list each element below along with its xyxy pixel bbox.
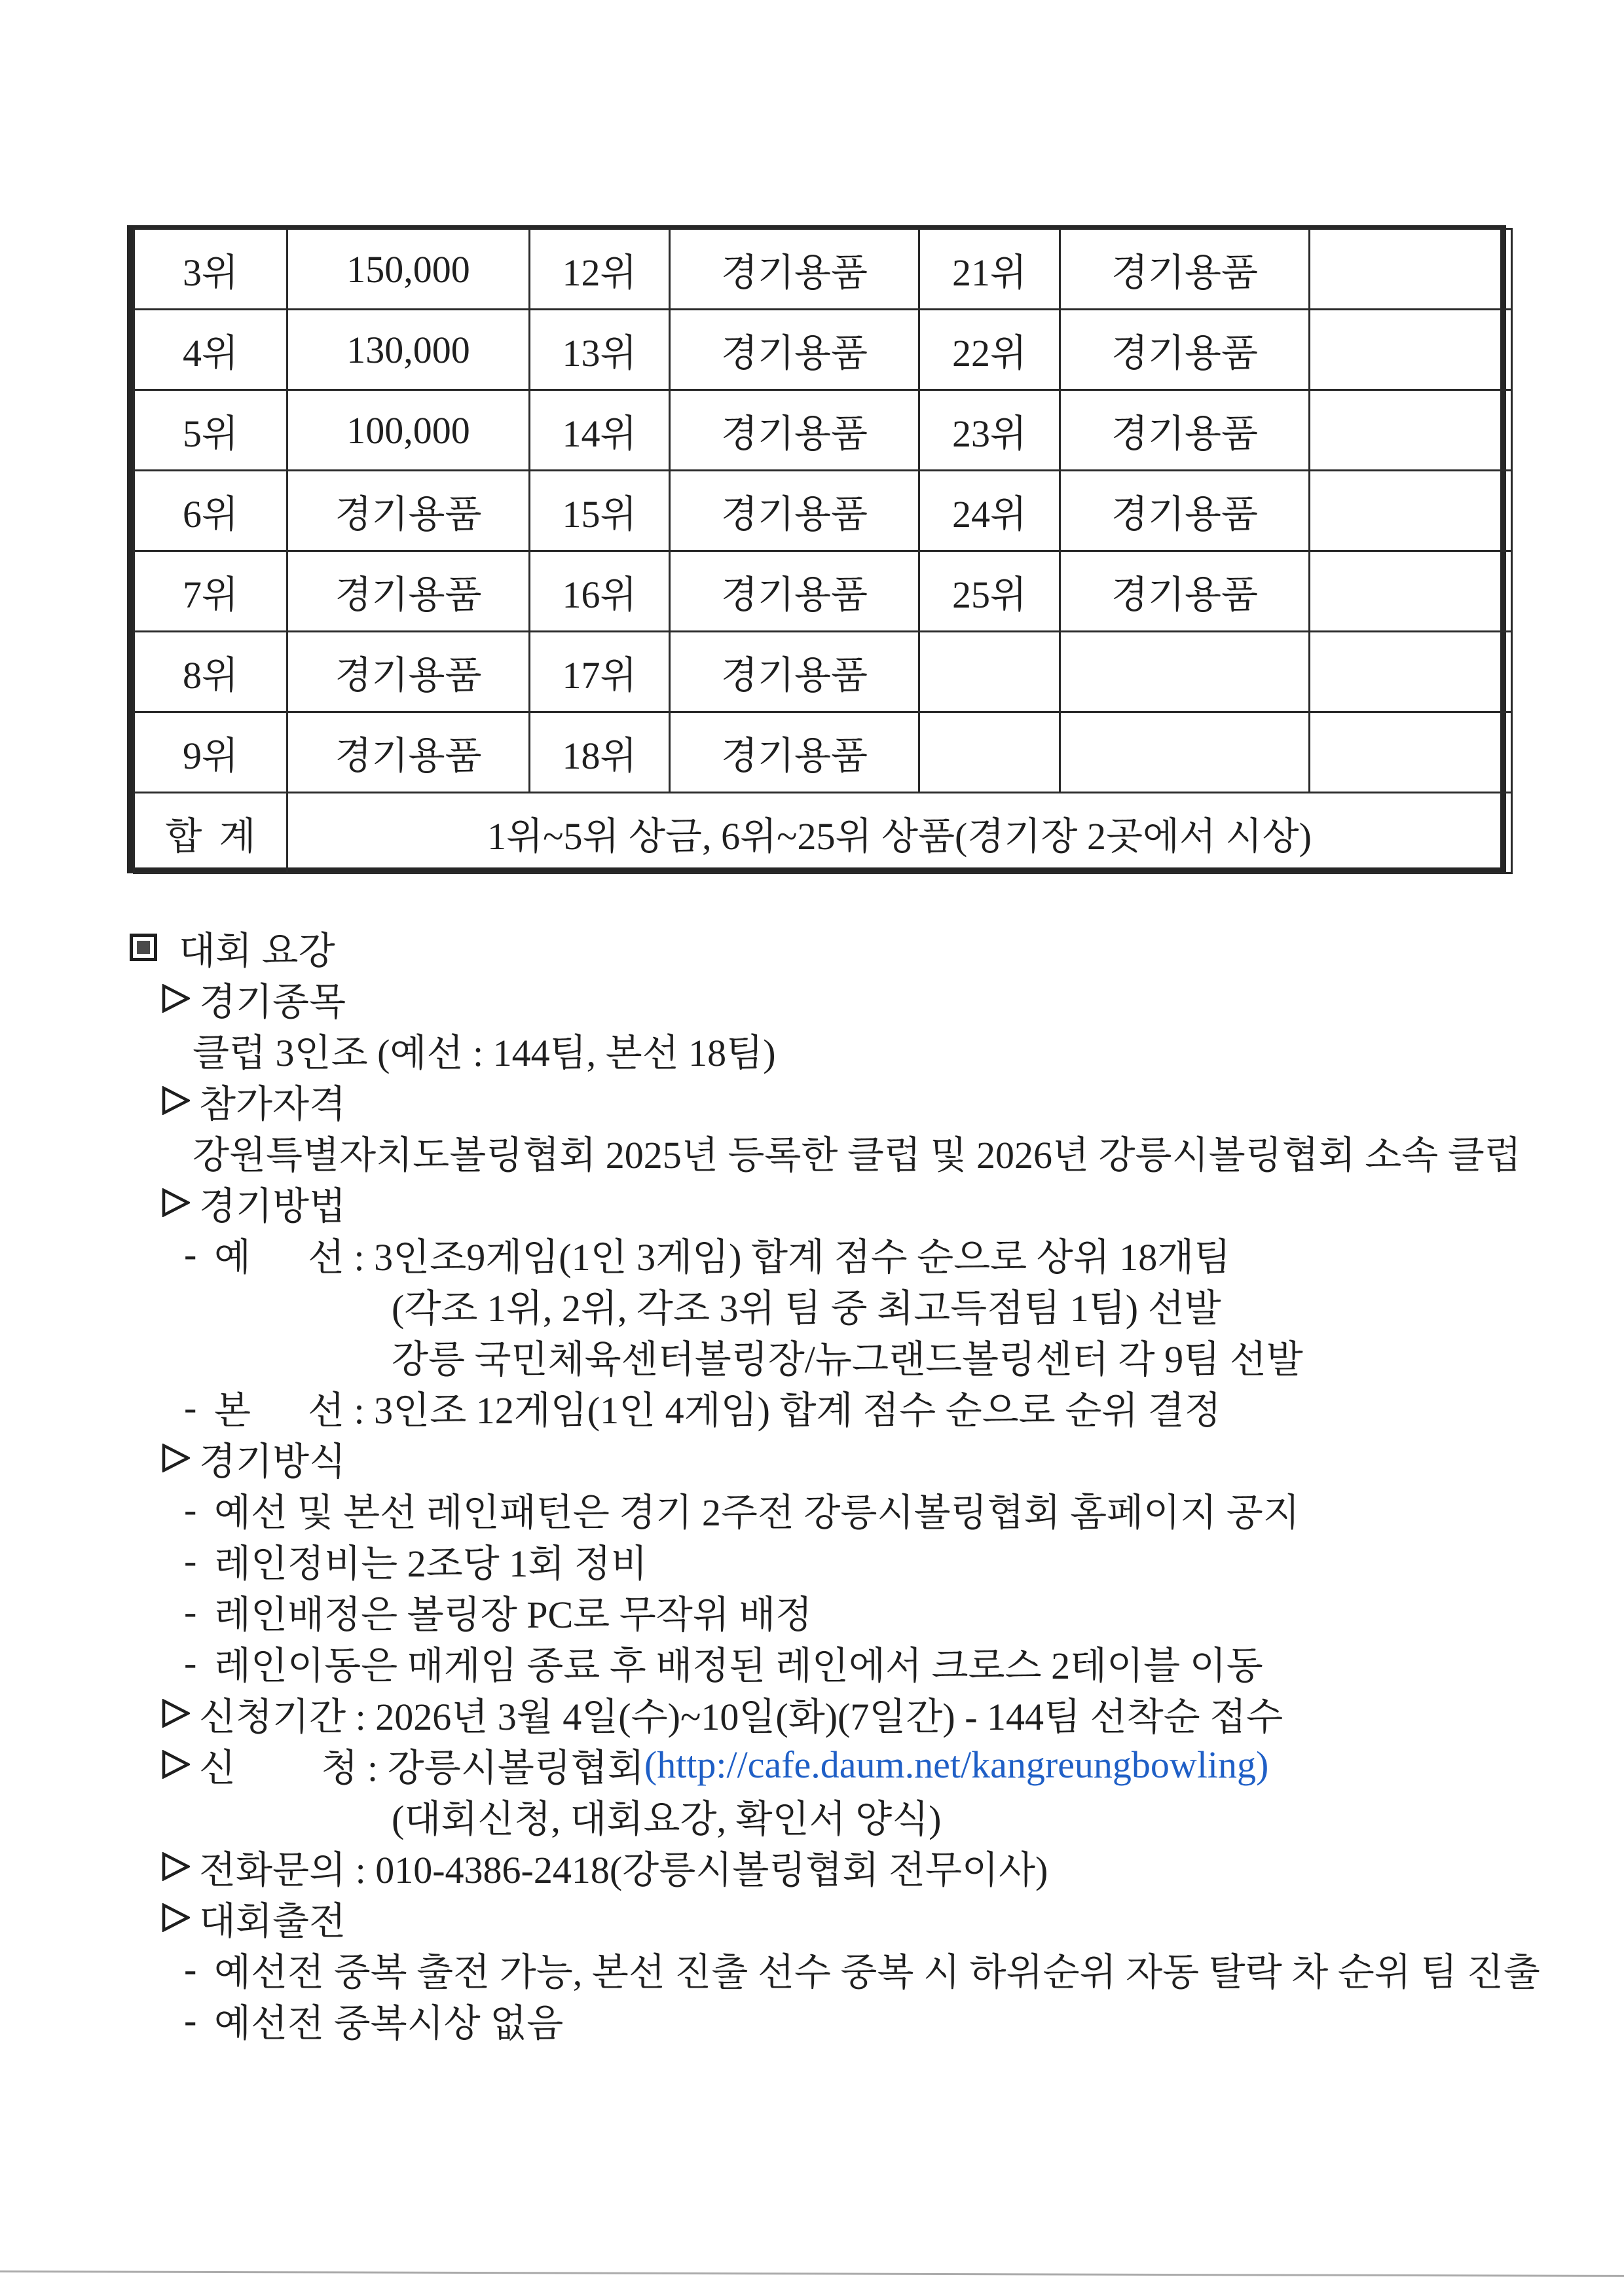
item-event-type [0,973,1624,1024]
prize-cell: 경기용품 [670,310,919,390]
detail-text: 레인정비는 2조당 1회 정비 [214,1542,648,1585]
section-title: 대회 요강 [179,930,335,972]
prize-cell: 경기용품 [670,551,919,632]
preliminary-venues-note [0,1330,1624,1381]
table-row [134,632,1512,712]
triangle-bullet-icon [161,1699,190,1728]
item-application-period [0,1688,1624,1739]
detail-text: 본 선 : 3인조 12게임(1인 4게임) 합계 점수 순으로 순위 결정 [214,1389,1221,1432]
prize-table-wrapper [127,225,1506,873]
prize-cell: 경기용품 [1060,471,1310,551]
detail-text: 강릉 국민체육센터볼링장/뉴그랜드볼링센터 각 9팀 선발 [392,1338,1303,1381]
rank-cell: 15위 [530,471,670,551]
dash-bullet: - [184,1539,197,1582]
preliminary-method [0,1228,1624,1279]
rank-cell: 3위 [134,229,287,310]
prize-cell: 경기용품 [1060,390,1310,471]
prize-cell: 경기용품 [287,471,530,551]
detail-text: (대회신청, 대회요강, 확인서 양식) [392,1798,942,1840]
dash-bullet: - [184,1590,197,1633]
empty-cell [1310,471,1512,551]
triangle-bullet-icon [161,1750,190,1779]
rank-cell: 9위 [134,712,287,793]
empty-cell [1310,551,1512,632]
empty-cell [1060,712,1310,793]
duplicate-entry-note [0,1943,1624,1994]
empty-cell [919,712,1060,793]
prize-cell: 경기용품 [1060,551,1310,632]
event-type-detail [0,1024,1624,1075]
preliminary-method-note [0,1279,1624,1330]
table-row [134,712,1512,793]
dash-bullet: - [184,1232,197,1275]
table-row [134,390,1512,471]
detail-text: 레인이동은 매게임 종료 후 배정된 레인에서 크로스 2테이블 이동 [214,1645,1263,1687]
prize-cell: 경기용품 [670,229,919,310]
lane-pattern-note [0,1484,1624,1535]
empty-cell [1310,229,1512,310]
rank-cell: 12위 [530,229,670,310]
item-label: 대회출전 [199,1900,346,1942]
table-row [134,229,1512,310]
prize-cell: 경기용품 [670,390,919,471]
prize-cell: 경기용품 [287,632,530,712]
item-label: 신청기간 : 2026년 3월 4일(수)~10일(화)(7일간) - 144팀 선착순 접수 [199,1696,1283,1738]
item-label: 경기종목 [199,981,346,1023]
rank-cell: 5위 [134,390,287,471]
dash-bullet: - [184,1998,197,2041]
empty-cell [1310,310,1512,390]
rank-cell: 4위 [134,310,287,390]
prize-cell: 경기용품 [670,471,919,551]
square-bullet-icon [130,934,157,961]
rank-cell: 8위 [134,632,287,712]
rank-cell: 17위 [530,632,670,712]
table-total-row [134,793,1512,873]
item-label: 전화문의 : 010-4386-2418(강릉시볼링협회 전무이사) [199,1849,1048,1891]
rank-cell: 18위 [530,712,670,793]
detail-text: (각조 1위, 2위, 각조 3위 팀 중 최고득점팀 1팀) 선발 [392,1287,1221,1330]
dash-bullet: - [184,1641,197,1684]
rank-cell: 21위 [919,229,1060,310]
item-label: 신 청 : 강릉시볼링협회 [199,1747,644,1789]
rank-cell: 25위 [919,551,1060,632]
empty-cell [1060,632,1310,712]
triangle-bullet-icon [161,1188,190,1217]
prize-cell: 경기용품 [1060,229,1310,310]
total-label-cell: 합계 [134,793,287,873]
item-label: 경기방법 [199,1185,346,1228]
prize-cell: 경기용품 [670,632,919,712]
dash-bullet: - [184,1385,197,1429]
rank-cell: 24위 [919,471,1060,551]
rank-cell: 13위 [530,310,670,390]
triangle-bullet-icon [161,1852,190,1881]
detail-text: 예 선 : 3인조9게임(1인 3게임) 합계 점수 순으로 상위 18개팀 [214,1236,1231,1279]
rank-cell: 23위 [919,390,1060,471]
guidelines-section [0,922,1624,2045]
prize-cell: 경기용품 [287,712,530,793]
triangle-bullet-icon [161,984,190,1013]
table-row [134,471,1512,551]
table-row [134,310,1512,390]
table-row [134,551,1512,632]
duplicate-award-note [0,1994,1624,2045]
detail-text: 클럽 3인조 (예선 : 144팀, 본선 18팀) [193,1032,776,1074]
rank-cell: 14위 [530,390,670,471]
lane-maintenance-note [0,1535,1624,1586]
item-label: 경기방식 [199,1440,346,1483]
scan-artifact-line [0,2270,1624,2277]
dash-bullet: - [184,1947,197,1990]
lane-assignment-note [0,1586,1624,1637]
eligibility-detail [0,1126,1624,1177]
prize-cell: 경기용품 [287,551,530,632]
prize-cell: 150,000 [287,229,530,310]
triangle-bullet-icon [161,1903,190,1932]
item-application [0,1739,1624,1790]
lane-movement-note [0,1637,1624,1688]
prize-cell: 130,000 [287,310,530,390]
total-summary-cell: 1위~5위 상금, 6위~25위 상품(경기장 2곳에서 시상) [287,793,1512,873]
item-participation [0,1892,1624,1943]
detail-text: 예선전 중복시상 없음 [214,2002,564,2045]
rank-cell: 6위 [134,471,287,551]
daum-cafe-link[interactable]: (http://cafe.daum.net/kangreungbowling) [644,1743,1269,1786]
detail-text: 레인배정은 볼링장 PC로 무작위 배정 [214,1594,813,1636]
final-method [0,1381,1624,1432]
prize-cell: 경기용품 [670,712,919,793]
rank-cell: 22위 [919,310,1060,390]
prize-cell: 100,000 [287,390,530,471]
detail-text: 예선 및 본선 레인패턴은 경기 2주전 강릉시볼링협회 홈페이지 공지 [214,1491,1300,1534]
triangle-bullet-icon [161,1444,190,1472]
rank-cell: 7위 [134,551,287,632]
detail-text: 예선전 중복 출전 가능, 본선 진출 선수 중복 시 하위순위 자동 탈락 차 순위 팀 진출 [214,1951,1540,1994]
rank-cell: 16위 [530,551,670,632]
item-game-method [0,1177,1624,1228]
empty-cell [919,632,1060,712]
triangle-bullet-icon [161,1086,190,1115]
section-title-line [0,922,1624,973]
empty-cell [1310,712,1512,793]
item-game-format [0,1432,1624,1484]
detail-text: 강원특별자치도볼링협회 2025년 등록한 클럽 및 2026년 강릉시볼링협회 소속 클럽 [193,1134,1521,1176]
item-label: 참가자격 [199,1083,346,1125]
prize-table [133,228,1513,874]
prize-cell: 경기용품 [1060,310,1310,390]
application-forms-note [0,1790,1624,1841]
item-eligibility [0,1075,1624,1126]
item-phone-inquiry [0,1841,1624,1892]
dash-bullet: - [184,1487,197,1531]
empty-cell [1310,390,1512,471]
empty-cell [1310,632,1512,712]
